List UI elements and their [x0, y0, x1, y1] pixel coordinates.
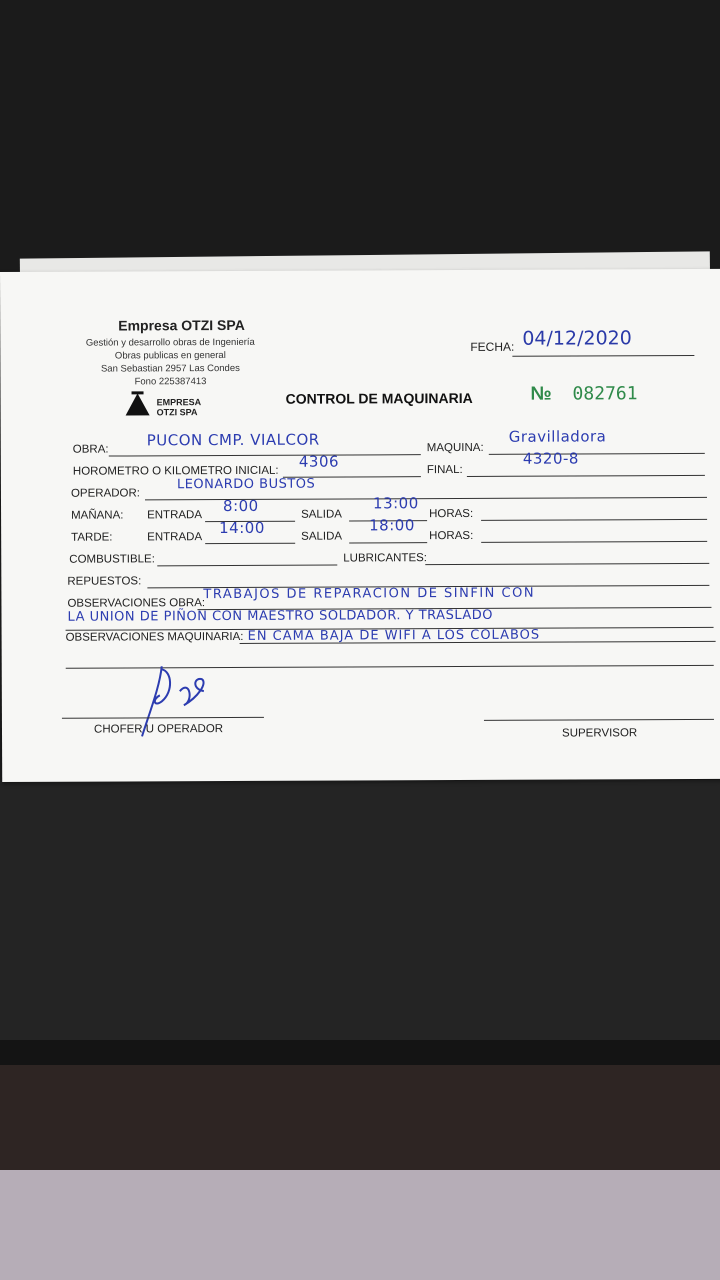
- fecha-label: FECHA:: [470, 339, 515, 354]
- obra-line: [109, 454, 421, 456]
- manana-salida-label: SALIDA: [301, 508, 343, 521]
- form-sheet: [0, 269, 720, 782]
- tarde-label: TARDE:: [71, 531, 113, 544]
- tarde-horas-line: [481, 541, 707, 543]
- obra-label: OBRA:: [72, 443, 109, 456]
- combustible-label: COMBUSTIBLE:: [69, 553, 155, 566]
- tarde-entrada-label: ENTRADA: [147, 531, 203, 544]
- manana-horas-line: [481, 519, 707, 521]
- number-symbol: №: [530, 383, 552, 405]
- fecha-line: [512, 355, 694, 357]
- obs-obra-label: OBSERVACIONES OBRA:: [67, 597, 206, 610]
- maquina-value: Gravilladora: [508, 427, 607, 446]
- tarde-entrada-value: 14:00: [219, 518, 265, 538]
- horometro-label: HOROMETRO O KILOMETRO INICIAL:: [72, 464, 279, 478]
- company-logo-icon: [123, 389, 153, 417]
- supervisor-label: SUPERVISOR: [561, 727, 638, 740]
- logo-text: EMPRESA OTZI SPA: [156, 397, 202, 418]
- repuestos-label: REPUESTOS:: [67, 575, 142, 588]
- tarde-entrada-line: [205, 543, 295, 544]
- final-label: FINAL:: [426, 463, 463, 477]
- operador-label: OPERADOR:: [70, 487, 141, 500]
- chofer-label: CHOFER U OPERADOR: [93, 723, 224, 736]
- manana-entrada-label: ENTRADA: [147, 509, 203, 522]
- address-line-4: Fono 225387413: [134, 376, 207, 388]
- tarde-horas-label: HORAS:: [429, 529, 474, 543]
- wood-surface: [0, 1065, 720, 1185]
- final-value: 4320-8: [522, 449, 579, 468]
- obs-obra-value-2: LA UNION DE PIÑON CON MAESTRO SOLDADOR. Y TRASLADO: [67, 607, 494, 625]
- obra-value: PUCON CMP. VIALCOR: [146, 430, 320, 450]
- obs-obra-value-1: TRABAJOS DE REPARACION DE SINFIN CON: [203, 585, 536, 603]
- operador-value: LEONARDO BUSTOS: [176, 476, 316, 493]
- company-name: Empresa OTZI SPA: [118, 316, 245, 334]
- address-line-2: Obras publicas en general: [114, 350, 226, 362]
- manana-entrada-value: 8:00: [222, 496, 259, 516]
- tarde-salida-line: [349, 542, 427, 543]
- horometro-value: 4306: [298, 452, 340, 471]
- final-line: [467, 475, 705, 477]
- obs-maquinaria-value: EN CAMA BAJA DE WIFI A LOS COLABOS: [247, 627, 541, 644]
- lubricantes-label: LUBRICANTES:: [343, 552, 427, 565]
- combustible-line: [157, 565, 337, 567]
- obs-maquinaria-label: OBSERVACIONES MAQUINARIA:: [65, 630, 244, 644]
- tarde-salida-label: SALIDA: [301, 530, 343, 543]
- manana-label: MAÑANA:: [71, 509, 124, 522]
- manana-salida-value: 13:00: [372, 494, 419, 513]
- supervisor-signature-line: [484, 719, 714, 721]
- manana-horas-label: HORAS:: [429, 507, 474, 521]
- fecha-value: 04/12/2020: [522, 327, 632, 350]
- desk-surface: [0, 780, 720, 1050]
- lubricantes-line: [425, 563, 709, 565]
- maquina-label: MAQUINA:: [426, 441, 484, 455]
- maquina-line: [489, 453, 705, 455]
- fabric: [0, 1170, 720, 1280]
- document-title: CONTROL DE MAQUINARIA: [285, 389, 473, 407]
- tarde-salida-value: 18:00: [369, 516, 415, 535]
- folio-number: 082761: [572, 383, 638, 405]
- address-line-3: San Sebastian 2957 Las Condes: [100, 362, 240, 375]
- address-line-1: Gestión y desarrollo obras de Ingeniería: [85, 336, 255, 349]
